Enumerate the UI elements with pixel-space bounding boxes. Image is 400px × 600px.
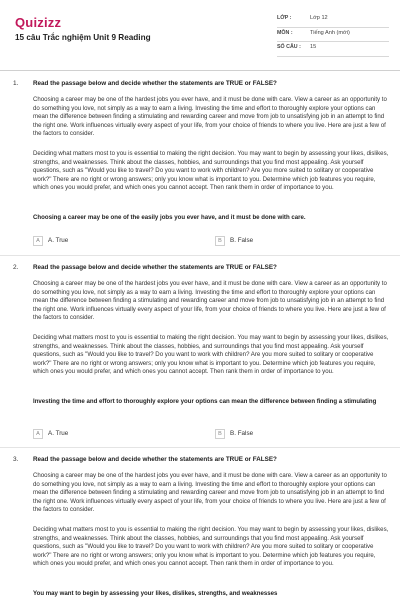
option-label: B. False xyxy=(230,237,254,245)
passage-paragraph-2: Deciding what matters most to you is essential to making the right decision. You may want to begin by assessing your likes, dislikes, strengths, and weaknesses. Think about the classes, hobbies, and surroundings that you find most appealing. Ask yourself questions, such as "Would you like to travel? Do you want to work with children? Are you more suited to solitary or cooperative work?" There are no right or wrong answers; only you know what is important to you. Determine which job features you require, which ones you would prefer, and which ones you cannot accept. Then rank them in order of importance to you. xyxy=(33,334,389,376)
passage-paragraph-2: Deciding what matters most to you is essential to making the right decision. You may want to begin by assessing your likes, dislikes, strengths, and weaknesses. Think about the classes, hobbies, and surroundings that you find most appealing. Ask yourself questions, such as "Would you like to travel? Do you want to work with children? Are you more suited to solitary or cooperative work?" There are no right or wrong answers; only you know what is important to you. Determine which job features you require, which ones you would prefer, and which ones you cannot accept. Then rank them in order of importance to you. xyxy=(33,150,389,192)
passage-paragraph-1: Choosing a career may be one of the hardest jobs you ever have, and it must be done with care. View a career as an opportunity to do something you love, not simply as a way to earn a living. Investing the time and effort to thoroughly explore your options can mean the difference between finding a stimulating and rewarding career and move from job to unsatisfying job in an attempt to find the right one. Work influences virtually every aspect of your life, from your choice of friends to where you live. Here are just a few of the factors to consider. xyxy=(33,280,387,322)
header-divider xyxy=(0,70,400,71)
question-statement: Investing the time and effort to thoroughly explore your options can mean the difference between finding a stimulating xyxy=(33,398,377,405)
passage-paragraph-2: Deciding what matters most to you is essential to making the right decision. You may want to begin by assessing your likes, dislikes, strengths, and weaknesses. Think about the classes, hobbies, and surroundings that you find most appealing. Ask yourself questions, such as "Would you like to travel? Do you want to work with children? Are you more suited to solitary or cooperative work?" There are no right or wrong answers; only you know what is important to you. Determine which job features you require, which ones you would prefer, and which ones you cannot accept. Then rank them in order of importance to you. xyxy=(33,526,389,568)
worksheet-header xyxy=(0,0,400,66)
meta-key: LỚP : xyxy=(277,15,292,21)
meta-value: Tiếng Anh (mới) xyxy=(310,29,350,36)
meta-table xyxy=(277,13,389,57)
meta-row-subject xyxy=(277,28,389,43)
meta-row-class xyxy=(277,13,389,28)
meta-value: 15 xyxy=(310,44,317,51)
option-letter-box: B xyxy=(215,236,225,246)
meta-key: MÔN : xyxy=(277,29,293,36)
option-letter-box: B xyxy=(215,429,225,439)
option-label: A. True xyxy=(48,430,69,438)
quizizz-logo[interactable]: Quizizz xyxy=(15,15,62,30)
option-letter-box: A xyxy=(33,236,43,246)
question-statement: Choosing a career may be one of the easily jobs you ever have, and it must be done with care. xyxy=(33,214,306,221)
meta-row-count xyxy=(277,42,389,57)
page-title: 15 câu Trắc nghiệm Unit 9 Reading xyxy=(15,33,151,42)
option-label: B. False xyxy=(230,430,254,438)
question-prompt: Read the passage below and decide whether the statements are TRUE or FALSE? xyxy=(33,80,277,87)
meta-key: SỐ CÂU : xyxy=(277,44,301,50)
passage-paragraph-1: Choosing a career may be one of the hardest jobs you ever have, and it must be done with care. View a career as an opportunity to do something you love, not simply as a way to earn a living. Investing the time and effort to thoroughly explore your options can mean the difference between finding a stimulating and rewarding career and move from job to unsatisfying job in an attempt to find the right one. Work influences virtually every aspect of your life, from your choice of friends to where you live. Here are just a few of the factors to consider. xyxy=(33,472,387,514)
option-letter-box: A xyxy=(33,429,43,439)
question-statement: You may want to begin by assessing your likes, dislikes, strengths, and weaknesses xyxy=(33,590,278,597)
question-divider xyxy=(0,447,400,448)
question-divider xyxy=(0,255,400,256)
question-prompt: Read the passage below and decide whether the statements are TRUE or FALSE? xyxy=(33,264,277,271)
passage-paragraph-1: Choosing a career may be one of the hardest jobs you ever have, and it must be done with care. View a career as an opportunity to do something you love, not simply as a way to earn a living. Investing the time and effort to thoroughly explore your options can mean the difference between finding a stimulating and rewarding career and move from job to unsatisfying job in an attempt to find the right one. Work influences virtually every aspect of your life, from your choice of friends to where you live. Here are just a few of the factors to consider. xyxy=(33,96,387,138)
option-label: A. True xyxy=(48,237,69,245)
question-number: 3. xyxy=(13,456,19,463)
question-prompt: Read the passage below and decide whether the statements are TRUE or FALSE? xyxy=(33,456,277,463)
question-number: 1. xyxy=(13,80,19,87)
meta-value: Lớp 12 xyxy=(310,15,328,22)
question-number: 2. xyxy=(13,264,19,271)
